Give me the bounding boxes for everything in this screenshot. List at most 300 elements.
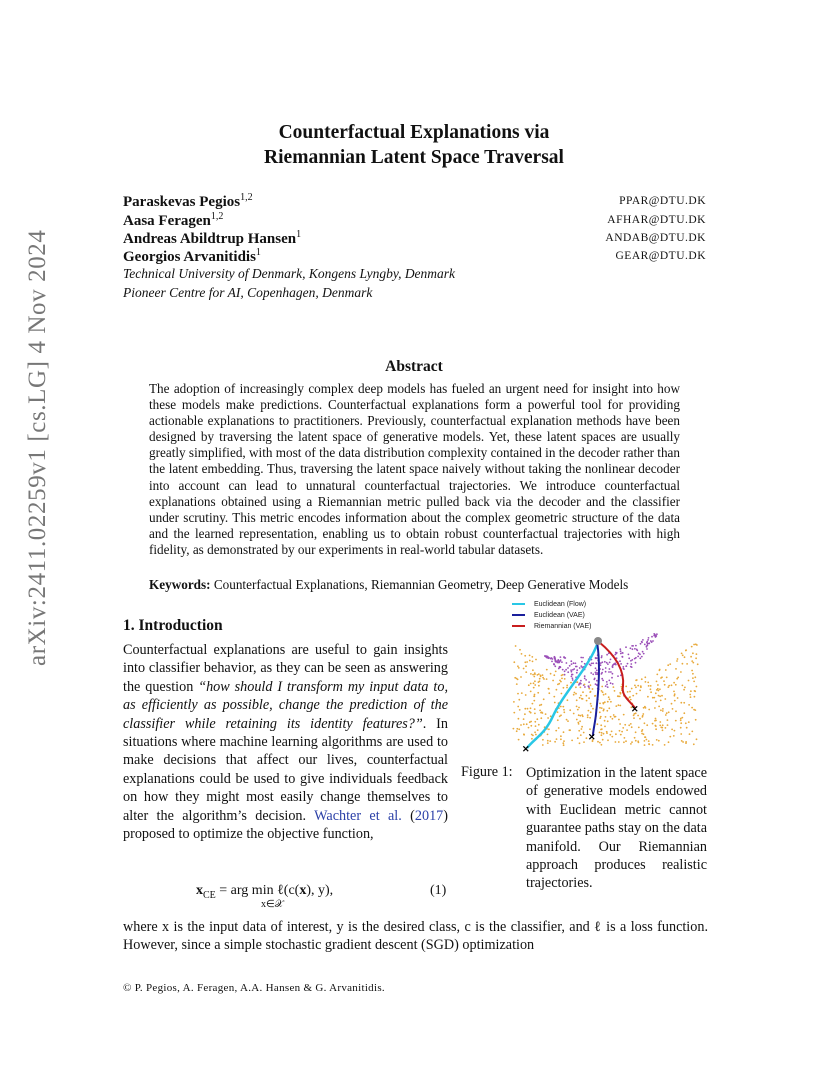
scatter-point xyxy=(564,670,566,672)
affiliation: Pioneer Centre for AI, Copenhagen, Denmark xyxy=(123,285,373,300)
scatter-point xyxy=(630,663,632,665)
scatter-point xyxy=(589,717,591,719)
scatter-point xyxy=(683,689,685,691)
scatter-point xyxy=(653,633,655,635)
citation-year-link[interactable]: 2017 xyxy=(414,807,444,824)
scatter-point xyxy=(630,723,632,725)
scatter-point xyxy=(615,741,617,743)
scatter-point xyxy=(609,668,611,670)
scatter-point xyxy=(576,706,578,708)
scatter-point xyxy=(617,675,619,677)
scatter-point xyxy=(572,679,574,681)
scatter-point xyxy=(524,655,526,657)
scatter-point xyxy=(575,662,577,664)
scatter-point xyxy=(539,678,541,680)
author-name: Aasa Feragen$^{1,2}$ xyxy=(123,211,224,229)
scatter-point xyxy=(600,724,602,726)
scatter-point xyxy=(610,659,612,661)
scatter-point xyxy=(530,707,532,709)
scatter-point xyxy=(530,683,532,685)
scatter-point xyxy=(661,727,663,729)
scatter-point xyxy=(690,696,692,698)
scatter-point xyxy=(644,722,646,724)
scatter-point xyxy=(609,698,611,700)
scatter-point xyxy=(570,682,572,684)
orange-class-points xyxy=(513,643,699,746)
scatter-point xyxy=(524,708,526,710)
scatter-point xyxy=(623,714,625,716)
scatter-point xyxy=(642,713,644,715)
scatter-point xyxy=(532,661,534,663)
scatter-point xyxy=(645,736,647,738)
scatter-point xyxy=(580,715,582,717)
scatter-point xyxy=(622,727,624,729)
scatter-point xyxy=(534,708,536,710)
scatter-point xyxy=(590,672,592,674)
scatter-point xyxy=(647,696,649,698)
scatter-point xyxy=(642,716,644,718)
scatter-point xyxy=(652,697,654,699)
scatter-point xyxy=(584,686,586,688)
scatter-point xyxy=(635,645,637,647)
scatter-point xyxy=(674,730,676,732)
scatter-point xyxy=(664,744,666,746)
scatter-point xyxy=(547,734,549,736)
scatter-point xyxy=(650,640,652,642)
scatter-point xyxy=(517,665,519,667)
scatter-point xyxy=(580,683,582,685)
scatter-point xyxy=(596,669,598,671)
scatter-point xyxy=(644,644,646,646)
scatter-point xyxy=(580,680,582,682)
scatter-point xyxy=(601,744,603,746)
scatter-point xyxy=(539,704,541,706)
scatter-point xyxy=(641,733,643,735)
scatter-point xyxy=(580,657,582,659)
scatter-point xyxy=(631,726,633,728)
scatter-point xyxy=(606,731,608,733)
scatter-point xyxy=(525,694,527,696)
scatter-point xyxy=(557,719,559,721)
scatter-point xyxy=(529,711,531,713)
scatter-point xyxy=(546,669,548,671)
scatter-point xyxy=(628,657,630,659)
scatter-point xyxy=(648,637,650,639)
scatter-point xyxy=(639,657,641,659)
scatter-point xyxy=(656,674,658,676)
scatter-point xyxy=(534,695,536,697)
scatter-point xyxy=(635,740,637,742)
scatter-point xyxy=(661,676,663,678)
scatter-point xyxy=(661,695,663,697)
scatter-point xyxy=(523,718,525,720)
scatter-point xyxy=(524,713,526,715)
scatter-point xyxy=(680,702,682,704)
scatter-point xyxy=(682,685,684,687)
scatter-point xyxy=(574,692,576,694)
scatter-point xyxy=(525,671,527,673)
equation: $x_{CE}$ = arg min ℓ(c(x), y), x∈𝒳 xyxy=(196,883,334,910)
copyright-footer: © P. Pegios, A. Feragen, A.A. Hansen & G. Arvanitidis. xyxy=(123,982,385,994)
scatter-point xyxy=(646,739,648,741)
scatter-point xyxy=(644,676,646,678)
scatter-point xyxy=(564,678,566,680)
scatter-point xyxy=(640,643,642,645)
scatter-point xyxy=(601,690,603,692)
scatter-point xyxy=(646,648,648,650)
scatter-point xyxy=(691,670,693,672)
scatter-point xyxy=(584,684,586,686)
scatter-point xyxy=(614,690,616,692)
scatter-point xyxy=(645,681,647,683)
scatter-point xyxy=(618,741,620,743)
citation-link[interactable]: Wachter et al. xyxy=(314,807,402,824)
scatter-point xyxy=(576,719,578,721)
title-line-1: Counterfactual Explanations via xyxy=(278,122,550,143)
scatter-point xyxy=(567,720,569,722)
scatter-point xyxy=(609,662,611,664)
scatter-point xyxy=(532,703,534,705)
scatter-point xyxy=(691,731,693,733)
scatter-point xyxy=(680,671,682,673)
paper-title xyxy=(150,120,678,170)
scatter-point xyxy=(669,663,671,665)
scatter-point xyxy=(680,718,682,720)
scatter-point xyxy=(590,705,592,707)
scatter-point xyxy=(579,720,581,722)
scatter-point xyxy=(612,683,614,685)
scatter-point xyxy=(681,740,683,742)
scatter-point xyxy=(579,742,581,744)
scatter-point xyxy=(696,653,698,655)
scatter-point xyxy=(692,662,694,664)
scatter-point xyxy=(542,677,544,679)
scatter-point xyxy=(601,678,603,680)
scatter-point xyxy=(554,741,556,743)
scatter-point xyxy=(550,673,552,675)
scatter-point xyxy=(528,727,530,729)
scatter-point xyxy=(666,677,668,679)
scatter-point xyxy=(519,649,521,651)
scatter-point xyxy=(601,734,603,736)
scatter-point xyxy=(628,654,630,656)
scatter-point xyxy=(585,679,587,681)
scatter-point xyxy=(681,717,683,719)
scatter-point xyxy=(527,708,529,710)
scatter-point xyxy=(533,682,535,684)
scatter-point xyxy=(671,703,673,705)
scatter-point xyxy=(629,696,631,698)
scatter-point xyxy=(655,728,657,730)
scatter-point xyxy=(635,662,637,664)
scatter-point xyxy=(578,684,580,686)
scatter-point xyxy=(694,676,696,678)
scatter-point xyxy=(673,682,675,684)
scatter-point xyxy=(639,690,641,692)
scatter-point xyxy=(627,691,629,693)
author-email[interactable]: ANDAB@DTU.DK xyxy=(605,232,706,244)
scatter-point xyxy=(658,706,660,708)
scatter-point xyxy=(695,657,697,659)
scatter-point xyxy=(567,671,569,673)
scatter-point xyxy=(542,712,544,714)
scatter-point xyxy=(614,654,616,656)
scatter-point xyxy=(577,737,579,739)
scatter-point xyxy=(689,733,691,735)
scatter-point xyxy=(665,727,667,729)
scatter-point xyxy=(553,663,555,665)
author-email[interactable]: GEAR@DTU.DK xyxy=(615,250,706,262)
scatter-point xyxy=(600,662,602,664)
scatter-point xyxy=(513,661,515,663)
scatter-point xyxy=(597,723,599,725)
scatter-point xyxy=(625,646,627,648)
scatter-point xyxy=(532,735,534,737)
scatter-point xyxy=(638,652,640,654)
scatter-point xyxy=(575,693,577,695)
scatter-point xyxy=(520,676,522,678)
scatter-point xyxy=(636,693,638,695)
author-email[interactable]: AFHAR@DTU.DK xyxy=(607,214,706,226)
scatter-point xyxy=(644,740,646,742)
scatter-point xyxy=(517,693,519,695)
scatter-point xyxy=(613,714,615,716)
scatter-point xyxy=(609,734,611,736)
scatter-point xyxy=(682,663,684,665)
scatter-point xyxy=(559,661,561,663)
scatter-point xyxy=(663,680,665,682)
scatter-point xyxy=(573,694,575,696)
scatter-point xyxy=(526,661,528,663)
scatter-point xyxy=(611,731,613,733)
scatter-point xyxy=(650,691,652,693)
scatter-point xyxy=(573,662,575,664)
scatter-point xyxy=(587,714,589,716)
scatter-point xyxy=(596,680,598,682)
scatter-point xyxy=(675,684,677,686)
scatter-point xyxy=(693,681,695,683)
scatter-point xyxy=(650,685,652,687)
scatter-point xyxy=(542,744,544,746)
scatter-point xyxy=(563,731,565,733)
scatter-point xyxy=(556,689,558,691)
scatter-point xyxy=(642,639,644,641)
scatter-point xyxy=(534,673,536,675)
scatter-point xyxy=(612,718,614,720)
scatter-point xyxy=(529,660,531,662)
scatter-point xyxy=(554,665,556,667)
scatter-point xyxy=(646,641,648,643)
scatter-point xyxy=(545,713,547,715)
scatter-point xyxy=(561,693,563,695)
scatter-point xyxy=(561,661,563,663)
scatter-point xyxy=(625,665,627,667)
scatter-point xyxy=(595,672,597,674)
scatter-point xyxy=(673,735,675,737)
scatter-point xyxy=(632,645,634,647)
scatter-point xyxy=(674,693,676,695)
scatter-point xyxy=(680,719,682,721)
scatter-point xyxy=(693,743,695,745)
scatter-point xyxy=(605,671,607,673)
scatter-point xyxy=(646,724,648,726)
scatter-point xyxy=(530,673,532,675)
scatter-point xyxy=(640,685,642,687)
scatter-point xyxy=(623,741,625,743)
scatter-point xyxy=(577,722,579,724)
scatter-point xyxy=(564,674,566,676)
scatter-point xyxy=(635,731,637,733)
scatter-point xyxy=(560,714,562,716)
scatter-point xyxy=(584,675,586,677)
scatter-point xyxy=(620,653,622,655)
scatter-point xyxy=(534,721,536,723)
scatter-point xyxy=(583,732,585,734)
scatter-point xyxy=(630,743,632,745)
scatter-point xyxy=(558,727,560,729)
scatter-point xyxy=(656,681,658,683)
scatter-point xyxy=(573,668,575,670)
scatter-point xyxy=(659,725,661,727)
scatter-point xyxy=(604,661,606,663)
scatter-point xyxy=(648,643,650,645)
scatter-point xyxy=(672,708,674,710)
scatter-point xyxy=(578,714,580,716)
trajectory-euclid-vae xyxy=(593,642,599,736)
scatter-point xyxy=(582,715,584,717)
scatter-point xyxy=(586,700,588,702)
scatter-point xyxy=(696,644,698,646)
scatter-point xyxy=(603,708,605,710)
scatter-point xyxy=(589,728,591,730)
scatter-point xyxy=(551,661,553,663)
scatter-point xyxy=(548,728,550,730)
scatter-point xyxy=(632,695,634,697)
scatter-point xyxy=(682,654,684,656)
scatter-point xyxy=(547,742,549,744)
scatter-point xyxy=(521,653,523,655)
scatter-point xyxy=(620,663,622,665)
scatter-point xyxy=(619,723,621,725)
scatter-point xyxy=(553,696,555,698)
scatter-point xyxy=(602,702,604,704)
scatter-point xyxy=(548,657,550,659)
equation-subscript: x∈𝒳 xyxy=(261,899,284,910)
scatter-point xyxy=(567,699,569,701)
scatter-point xyxy=(562,742,564,744)
scatter-point xyxy=(683,702,685,704)
scatter-point xyxy=(559,680,561,682)
scatter-point xyxy=(518,739,520,741)
scatter-point xyxy=(692,652,694,654)
figure-caption: Optimization in the latent space of generative models endowed with Euclidean metric cannot guarantee paths stay on the data manifold. Our Riemannian approach produces realistic trajectories. xyxy=(526,765,707,892)
scatter-point xyxy=(674,700,676,702)
scatter-point xyxy=(630,699,632,701)
scatter-point xyxy=(589,664,591,666)
scatter-point xyxy=(667,719,669,721)
scatter-point xyxy=(668,741,670,743)
scatter-point xyxy=(534,731,536,733)
scatter-point xyxy=(622,666,624,668)
scatter-point xyxy=(631,741,633,743)
scatter-point xyxy=(595,662,597,664)
scatter-point xyxy=(641,656,643,658)
scatter-point xyxy=(619,705,621,707)
scatter-point xyxy=(559,666,561,668)
scatter-point xyxy=(523,733,525,735)
scatter-point xyxy=(579,667,581,669)
affiliation: Technical University of Denmark, Kongens Lyngby, Denmark xyxy=(123,266,456,281)
figure-1-plot xyxy=(505,596,705,761)
scatter-point xyxy=(524,661,526,663)
scatter-point xyxy=(610,671,612,673)
scatter-point xyxy=(689,694,691,696)
scatter-point xyxy=(611,677,613,679)
scatter-point xyxy=(683,712,685,714)
scatter-point xyxy=(664,698,666,700)
scatter-point xyxy=(558,668,560,670)
scatter-point xyxy=(581,726,583,728)
scatter-point xyxy=(632,648,634,650)
scatter-point xyxy=(604,726,606,728)
scatter-point xyxy=(610,701,612,703)
scatter-point xyxy=(576,666,578,668)
scatter-point xyxy=(648,709,650,711)
scatter-point xyxy=(528,684,530,686)
scatter-point xyxy=(601,657,603,659)
scatter-point xyxy=(696,686,698,688)
scatter-point xyxy=(601,672,603,674)
scatter-point xyxy=(631,688,633,690)
scatter-point xyxy=(605,693,607,695)
scatter-point xyxy=(625,686,627,688)
scatter-point xyxy=(551,657,553,659)
scatter-point xyxy=(655,725,657,727)
scatter-point xyxy=(641,678,643,680)
legend xyxy=(512,601,591,630)
scatter-point xyxy=(607,720,609,722)
scatter-point xyxy=(581,728,583,730)
author-email[interactable]: PPAR@DTU.DK xyxy=(619,195,706,207)
scatter-point xyxy=(618,704,620,706)
scatter-point xyxy=(607,686,609,688)
scatter-point xyxy=(516,683,518,685)
author-name: Paraskevas Pegios$^{1,2}$ xyxy=(123,192,253,210)
scatter-point xyxy=(604,720,606,722)
scatter-point xyxy=(634,737,636,739)
scatter-point xyxy=(659,721,661,723)
scatter-point xyxy=(581,661,583,663)
scatter-point xyxy=(570,669,572,671)
scatter-point xyxy=(613,686,615,688)
scatter-point xyxy=(648,743,650,745)
scatter-point xyxy=(630,647,632,649)
scatter-point xyxy=(620,734,622,736)
scatter-point xyxy=(534,694,536,696)
scatter-point xyxy=(555,661,557,663)
scatter-point xyxy=(601,686,603,688)
title-line-2: Riemannian Latent Space Traversal xyxy=(264,147,564,168)
scatter-point xyxy=(659,669,661,671)
scatter-point xyxy=(606,662,608,664)
scatter-point xyxy=(600,716,602,718)
scatter-point xyxy=(556,738,558,740)
scatter-point xyxy=(685,742,687,744)
scatter-point xyxy=(595,673,597,675)
scatter-point xyxy=(656,739,658,741)
scatter-point xyxy=(588,681,590,683)
scatter-point xyxy=(573,713,575,715)
